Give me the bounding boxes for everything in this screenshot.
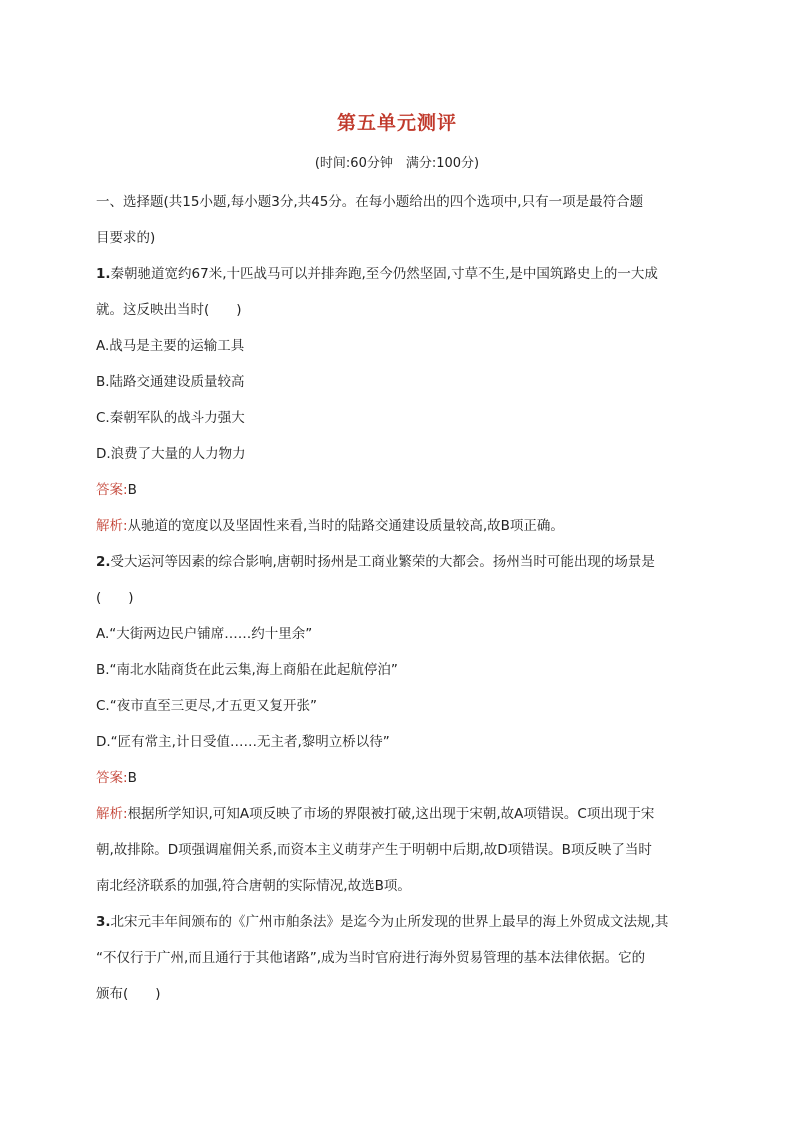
section-heading-cont: 目要求的) — [96, 230, 156, 246]
question-3-stem-cont: 颁布( ) — [96, 986, 161, 1002]
answer-value: B — [127, 770, 137, 786]
analysis — [96, 802, 702, 822]
option-b: B.陆路交通建设质量较高 — [96, 374, 245, 390]
answer-label: 答案: — [96, 770, 128, 786]
analysis-text: 从驰道的宽度以及坚固性来看,当时的陆路交通建设质量较高,故B项正确。 — [127, 518, 564, 534]
answer-value: B — [127, 482, 137, 498]
answer — [96, 478, 702, 498]
option-c: C.“夜市直至三更尽,才五更又复开张” — [96, 698, 317, 714]
question-number: 3. — [96, 914, 111, 930]
option-a: A.“大街两边民户铺席……约十里余” — [96, 626, 313, 642]
analysis-cont: 朝,故排除。D项强调雇佣关系,而资本主义萌芽产生于明朝中后期,故D项错误。B项反映了当时 — [96, 842, 652, 858]
option-d: D.“匠有常主,计日受值……无主者,黎明立桥以待” — [96, 734, 390, 750]
question-1-stem — [96, 262, 702, 282]
question-text: 北宋元丰年间颁布的《广州市舶条法》是迄今为止所发现的世界上最早的海上外贸成文法规,其 — [110, 914, 669, 930]
analysis-text: 根据所学知识,可知A项反映了市场的界限被打破,这出现于宋朝,故A项错误。C项出现于宋 — [127, 806, 655, 822]
question-1-stem-cont: 就。这反映出当时( ) — [96, 302, 242, 318]
option-b: B.“南北水陆商货在此云集,海上商船在此起航停泊” — [96, 662, 398, 678]
analysis-cont: 南北经济联系的加强,符合唐朝的实际情况,故选B项。 — [96, 878, 411, 894]
analysis-label: 解析: — [96, 806, 128, 822]
answer-label: 答案: — [96, 482, 128, 498]
option-d: D.浪费了大量的人力物力 — [96, 446, 246, 462]
exam-info: (时间:60分钟 满分:100分) — [314, 156, 480, 171]
analysis-label: 解析: — [96, 518, 128, 534]
question-2-stem-cont: ( ) — [96, 590, 134, 606]
question-3-stem-cont: “不仅行于广州,而且通行于其他诸路”,成为当时官府进行海外贸易管理的基本法律依据。它的 — [96, 950, 646, 966]
answer — [96, 766, 702, 786]
question-text: 秦朝驰道宽约67米,十匹战马可以并排奔跑,至今仍然坚固,寸草不生,是中国筑路史上的一大成 — [110, 266, 658, 282]
section-heading: 一、选择题(共15小题,每小题3分,共45分。在每小题给出的四个选项中,只有一项是最符合题 — [96, 194, 644, 210]
question-text: 受大运河等因素的综合影响,唐朝时扬州是工商业繁荣的大都会。扬州当时可能出现的场景是 — [110, 554, 655, 570]
analysis — [96, 514, 702, 534]
page-title: 第五单元测评 — [336, 112, 457, 134]
question-3-stem — [96, 910, 702, 930]
question-2-stem — [96, 550, 702, 570]
question-number: 1. — [96, 266, 111, 282]
option-c: C.秦朝军队的战斗力强大 — [96, 410, 245, 426]
question-number: 2. — [96, 554, 111, 570]
option-a: A.战马是主要的运输工具 — [96, 338, 245, 354]
